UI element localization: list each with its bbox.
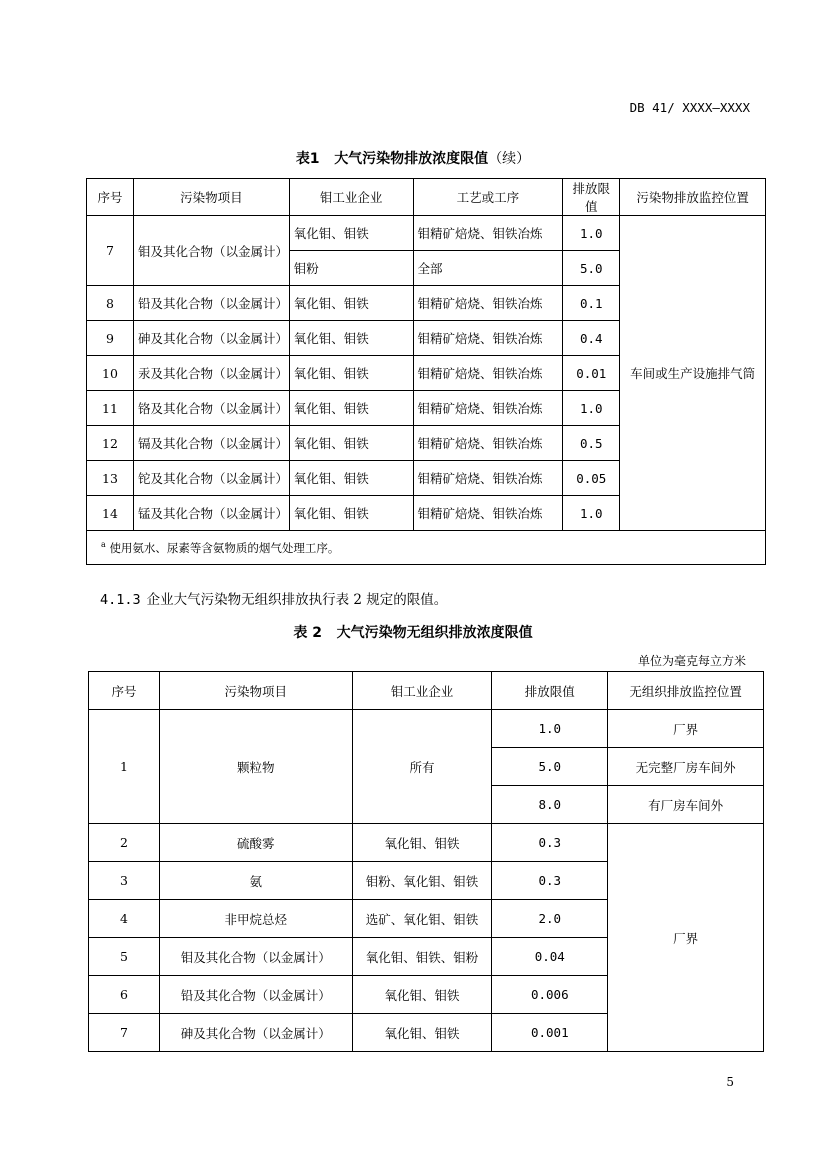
table1-note-row xyxy=(87,531,766,565)
pollutant-cell: 颗粒物 xyxy=(159,710,352,824)
document-code: DB 41/ XXXX—XXXX xyxy=(629,100,750,115)
monitor-location-cell: 有厂房车间外 xyxy=(608,786,764,824)
limit-cell: 0.3 xyxy=(492,824,608,862)
table1-header-cell: 污染物项目 xyxy=(133,179,289,216)
enterprise-cell: 氧化钼、钼铁 xyxy=(289,286,413,321)
table1-header-cell: 钼工业企业 xyxy=(289,179,413,216)
monitor-location-cell: 厂界 xyxy=(608,710,764,748)
limit-cell: 0.3 xyxy=(492,862,608,900)
table-row xyxy=(89,710,764,748)
table1-header-cell: 污染物排放监控位置 xyxy=(620,179,766,216)
limit-cell: 0.1 xyxy=(563,286,620,321)
table-row xyxy=(89,824,764,862)
table2-header-cell: 钼工业企业 xyxy=(352,672,492,710)
enterprise-cell: 氧化钼、钼铁 xyxy=(289,461,413,496)
process-cell: 钼精矿焙烧、钼铁冶炼 xyxy=(413,426,563,461)
clause-number: 4.1.3 xyxy=(100,592,141,608)
monitor-location-cell: 无完整厂房车间外 xyxy=(608,748,764,786)
process-cell: 钼精矿焙烧、钼铁冶炼 xyxy=(413,496,563,531)
enterprise-cell: 氧化钼、钼铁 xyxy=(289,321,413,356)
table1-header-cell: 序号 xyxy=(87,179,134,216)
row-number: 10 xyxy=(87,356,134,391)
note-marker: a xyxy=(101,539,106,549)
enterprise-cell: 选矿、氧化钼、钼铁 xyxy=(352,900,492,938)
table2-header-cell: 污染物项目 xyxy=(159,672,352,710)
table2-header-cell: 排放限值 xyxy=(492,672,608,710)
process-cell: 钼精矿焙烧、钼铁冶炼 xyxy=(413,216,563,251)
limit-cell: 1.0 xyxy=(563,391,620,426)
limit-cell: 0.01 xyxy=(563,356,620,391)
row-number: 5 xyxy=(89,938,160,976)
pollutant-cell: 铊及其化合物（以金属计） xyxy=(133,461,289,496)
row-number: 1 xyxy=(89,710,160,824)
row-number: 12 xyxy=(87,426,134,461)
table2-caption xyxy=(0,622,826,642)
table1-caption xyxy=(0,148,826,168)
table2-caption-title: 大气污染物无组织排放浓度限值 xyxy=(336,625,533,641)
limit-cell: 0.05 xyxy=(563,461,620,496)
pollutant-cell: 铅及其化合物（以金属计） xyxy=(133,286,289,321)
table1-note xyxy=(87,531,766,565)
row-number: 14 xyxy=(87,496,134,531)
table1-header-row xyxy=(87,179,766,216)
limit-cell: 5.0 xyxy=(563,251,620,286)
process-cell: 钼精矿焙烧、钼铁冶炼 xyxy=(413,391,563,426)
enterprise-cell: 钼粉 xyxy=(289,251,413,286)
enterprise-cell: 氧化钼、钼铁 xyxy=(352,824,492,862)
table2-header-row xyxy=(89,672,764,710)
pollutant-cell: 氨 xyxy=(159,862,352,900)
clause-4-1-3 xyxy=(100,588,447,608)
pollutant-cell: 砷及其化合物（以金属计） xyxy=(159,1014,352,1052)
row-number: 7 xyxy=(87,216,134,286)
limit-cell: 0.006 xyxy=(492,976,608,1014)
enterprise-cell: 钼粉、氧化钼、钼铁 xyxy=(352,862,492,900)
pollutant-cell: 非甲烷总烃 xyxy=(159,900,352,938)
limit-cell: 1.0 xyxy=(563,496,620,531)
row-number: 6 xyxy=(89,976,160,1014)
limit-cell: 8.0 xyxy=(492,786,608,824)
limit-cell: 0.001 xyxy=(492,1014,608,1052)
table1 xyxy=(86,178,766,565)
clause-text: 企业大气污染物无组织排放执行表 2 规定的限值。 xyxy=(146,592,448,608)
limit-cell: 0.04 xyxy=(492,938,608,976)
limit-cell: 5.0 xyxy=(492,748,608,786)
table1-caption-number: 表1 xyxy=(295,151,320,167)
table2-header-cell: 序号 xyxy=(89,672,160,710)
note-text: 使用氨水、尿素等含氨物质的烟气处理工序。 xyxy=(109,540,340,555)
pollutant-cell: 钼及其化合物（以金属计） xyxy=(133,216,289,286)
row-number: 2 xyxy=(89,824,160,862)
pollutant-cell: 汞及其化合物（以金属计） xyxy=(133,356,289,391)
limit-cell: 2.0 xyxy=(492,900,608,938)
enterprise-cell: 氧化钼、钼铁 xyxy=(352,976,492,1014)
table-row xyxy=(87,216,766,251)
pollutant-cell: 锰及其化合物（以金属计） xyxy=(133,496,289,531)
table2-caption-number: 表 2 xyxy=(293,625,322,641)
limit-cell: 0.5 xyxy=(563,426,620,461)
pollutant-cell: 镉及其化合物（以金属计） xyxy=(133,426,289,461)
row-number: 13 xyxy=(87,461,134,496)
monitor-location-cell: 厂界 xyxy=(608,824,764,1052)
pollutant-cell: 铬及其化合物（以金属计） xyxy=(133,391,289,426)
table2-unit-note: 单位为毫克每立方米 xyxy=(637,654,746,668)
enterprise-cell: 氧化钼、钼铁 xyxy=(352,1014,492,1052)
enterprise-cell: 氧化钼、钼铁 xyxy=(289,426,413,461)
limit-cell: 1.0 xyxy=(563,216,620,251)
process-cell: 钼精矿焙烧、钼铁冶炼 xyxy=(413,356,563,391)
process-cell: 全部 xyxy=(413,251,563,286)
page-number: 5 xyxy=(726,1075,734,1089)
enterprise-cell: 氧化钼、钼铁 xyxy=(289,216,413,251)
limit-cell: 0.4 xyxy=(563,321,620,356)
monitor-location-cell: 车间或生产设施排气筒 xyxy=(620,216,766,531)
enterprise-cell: 氧化钼、钼铁 xyxy=(289,496,413,531)
table1-header-cell: 工艺或工序 xyxy=(413,179,563,216)
limit-cell: 1.0 xyxy=(492,710,608,748)
row-number: 4 xyxy=(89,900,160,938)
process-cell: 钼精矿焙烧、钼铁冶炼 xyxy=(413,461,563,496)
pollutant-cell: 钼及其化合物（以金属计） xyxy=(159,938,352,976)
pollutant-cell: 铅及其化合物（以金属计） xyxy=(159,976,352,1014)
row-number: 9 xyxy=(87,321,134,356)
table1-header-cell: 排放限值 xyxy=(563,179,620,216)
enterprise-cell: 氧化钼、钼铁 xyxy=(289,356,413,391)
row-number: 3 xyxy=(89,862,160,900)
row-number: 7 xyxy=(89,1014,160,1052)
row-number: 8 xyxy=(87,286,134,321)
table2-header-cell: 无组织排放监控位置 xyxy=(608,672,764,710)
pollutant-cell: 硫酸雾 xyxy=(159,824,352,862)
row-number: 11 xyxy=(87,391,134,426)
table1-caption-suffix: （续） xyxy=(488,151,531,167)
enterprise-cell: 所有 xyxy=(352,710,492,824)
process-cell: 钼精矿焙烧、钼铁冶炼 xyxy=(413,321,563,356)
enterprise-cell: 氧化钼、钼铁、钼粉 xyxy=(352,938,492,976)
enterprise-cell: 氧化钼、钼铁 xyxy=(289,391,413,426)
table1-caption-title: 大气污染物排放浓度限值 xyxy=(334,151,489,167)
pollutant-cell: 砷及其化合物（以金属计） xyxy=(133,321,289,356)
process-cell: 钼精矿焙烧、钼铁冶炼 xyxy=(413,286,563,321)
table2 xyxy=(88,671,764,1052)
